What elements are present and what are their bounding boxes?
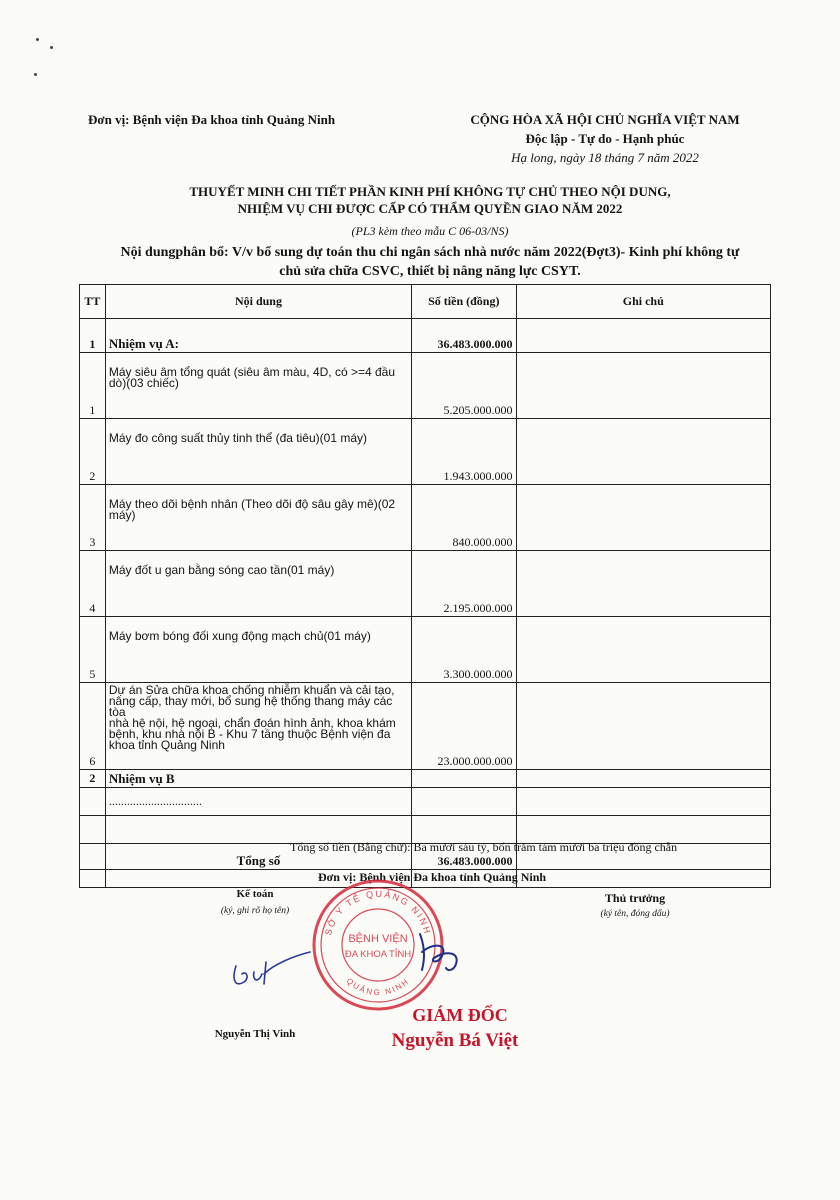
- seal-line1: BỆNH VIỆN: [348, 933, 408, 945]
- content-allocation-line2: chủ sửa chữa CSVC, thiết bị nâng năng lực CSYT.: [279, 264, 581, 279]
- seal-top-text: SỞ Y TẾ QUẢNG NINH: [323, 888, 433, 937]
- row-note: [516, 419, 770, 485]
- section-b-note: [516, 770, 770, 788]
- project-line: Dự án Sửa chữa khoa chống nhiễm khuẩn và cải tạo,: [108, 683, 395, 697]
- header-tt: TT: [80, 285, 106, 319]
- head-note: (ký tên, đóng dấu): [600, 909, 670, 919]
- row-note: [516, 353, 770, 419]
- section-b-label: Nhiệm vụ B: [105, 770, 411, 788]
- project-line: nâng cấp, thay mới, bổ sung hệ thống thang máy các tòa: [108, 694, 393, 719]
- header-note: Ghi chú: [516, 285, 770, 319]
- total-label: Tổng số: [105, 844, 411, 870]
- section-a-note: [516, 319, 770, 353]
- svg-text:QUẢNG NINH: [345, 976, 412, 997]
- placeholder-amount: [412, 788, 516, 816]
- project-row: [80, 683, 771, 770]
- document-title-line1: THUYẾT MINH CHI TIẾT PHẦN KINH PHÍ KHÔNG TỰ CHỦ THEO NỘI DUNG,: [189, 184, 671, 199]
- total-amount: 36.483.000.000: [412, 844, 516, 870]
- row-description: Máy đốt u gan bằng sóng cao tần(01 máy): [105, 551, 411, 617]
- total-number: [80, 844, 106, 870]
- table-row: [80, 617, 771, 683]
- section-b-number: 2: [80, 770, 106, 788]
- project-line: bệnh, khu nhà nội B - Khu 7 tầng thuộc Bệnh viện đa: [108, 727, 391, 741]
- accountant-name: Nguyễn Thị Vinh: [214, 1028, 296, 1040]
- table-row: [80, 353, 771, 419]
- section-a-label: Nhiệm vụ A:: [105, 319, 411, 353]
- director-title: GIÁM ĐỐC: [412, 1005, 508, 1025]
- project-amount: 23.000.000.000: [412, 683, 516, 770]
- document-title-line2: NHIỆM VỤ CHI ĐƯỢC CẤP CÓ THẨM QUYỀN GIAO NĂM 2022: [237, 201, 623, 216]
- row-number: 2: [80, 419, 106, 485]
- section-a-amount: 36.483.000.000: [412, 319, 516, 353]
- document-date: Hạ long, ngày 18 tháng 7 năm 2022: [511, 150, 699, 165]
- document-subtitle: (PL3 kèm theo mẫu C 06-03/NS): [351, 224, 509, 238]
- section-a-number: 1: [80, 319, 106, 353]
- director-name: Nguyễn Bá Việt: [391, 1030, 519, 1051]
- project-description: [105, 683, 411, 770]
- seal-line2: ĐA KHOA TỈNH: [344, 949, 412, 960]
- placeholder-row: [80, 788, 771, 816]
- row-note: [516, 683, 770, 770]
- row-description: Máy siêu âm tổng quát (siêu âm màu, 4D, có >=4 đầu dò)(03 chiếc): [105, 353, 411, 419]
- table-row: [80, 419, 771, 485]
- national-motto: Độc lập - Tự do - Hạnh phúc: [525, 131, 685, 146]
- budget-table: [79, 284, 771, 888]
- section-a-row: [80, 319, 771, 353]
- table-row: [80, 551, 771, 617]
- placeholder-number: [80, 788, 106, 816]
- row-description: Máy đo công suất thủy tinh thể (đa tiêu)(01 máy): [105, 419, 411, 485]
- project-line: nhà hệ nội, hệ ngoại, chẩn đoán hình ảnh, khoa khám: [108, 716, 396, 730]
- row-number: 3: [80, 485, 106, 551]
- header-content: Nội dung: [105, 285, 411, 319]
- row-note: [516, 485, 770, 551]
- accountant-signature: [224, 944, 314, 994]
- row-amount: 2.195.000.000: [412, 551, 516, 617]
- scan-speck: [50, 46, 53, 49]
- row-number: 5: [80, 617, 106, 683]
- row-description: Máy theo dõi bệnh nhân (Theo dõi độ sâu gây mê)(02 máy): [105, 485, 411, 551]
- row-number: 4: [80, 551, 106, 617]
- seal-bottom-text: QUẢNG NINH: [344, 976, 412, 998]
- row-amount: 840.000.000: [412, 485, 516, 551]
- table-header-row: [80, 285, 771, 319]
- placeholder-note: [516, 788, 770, 816]
- table-row: [80, 485, 771, 551]
- row-note: [516, 617, 770, 683]
- section-b-amount: [412, 770, 516, 788]
- accountant-note: (ký, ghi rõ họ tên): [220, 906, 290, 916]
- scan-speck: [34, 73, 37, 76]
- row-note: [516, 551, 770, 617]
- director-signature: [412, 928, 472, 976]
- row-number: 1: [80, 353, 106, 419]
- amount-in-words: Tổng số tiền (Bằng chữ): Ba mươi sáu tỷ, bốn trăm tám mươi ba triệu đồng chẵn: [290, 840, 678, 854]
- scan-speck: [36, 38, 39, 41]
- accountant-title: Kế toán: [236, 888, 274, 900]
- section-b-row: [80, 770, 771, 788]
- row-description: Máy bơm bóng đối xung động mạch chủ(01 máy): [105, 617, 411, 683]
- project-line: khoa tỉnh Quảng Ninh: [108, 738, 225, 752]
- placeholder-dots: ...............................: [105, 788, 411, 816]
- row-number: 6: [80, 683, 106, 770]
- header-amount: Số tiền (đồng): [412, 285, 516, 319]
- row-amount: 5.205.000.000: [412, 353, 516, 419]
- row-amount: 1.943.000.000: [412, 419, 516, 485]
- unit-name: Đơn vị: Bệnh viện Đa khoa tỉnh Quảng Ninh: [88, 112, 336, 127]
- row-amount: 3.300.000.000: [412, 617, 516, 683]
- content-allocation-line1: Nội dungphân bổ: V/v bổ sung dự toán thu chi ngân sách nhà nước năm 2022(Đợt3)- Kinh phí không tự: [120, 245, 740, 260]
- footer-unit: Đơn vị: Bệnh viện Đa khoa tỉnh Quảng Ninh: [318, 870, 547, 884]
- national-title: CỘNG HÒA XÃ HỘI CHỦ NGHĨA VIỆT NAM: [470, 112, 740, 127]
- head-title: Thủ trưởng: [604, 891, 666, 905]
